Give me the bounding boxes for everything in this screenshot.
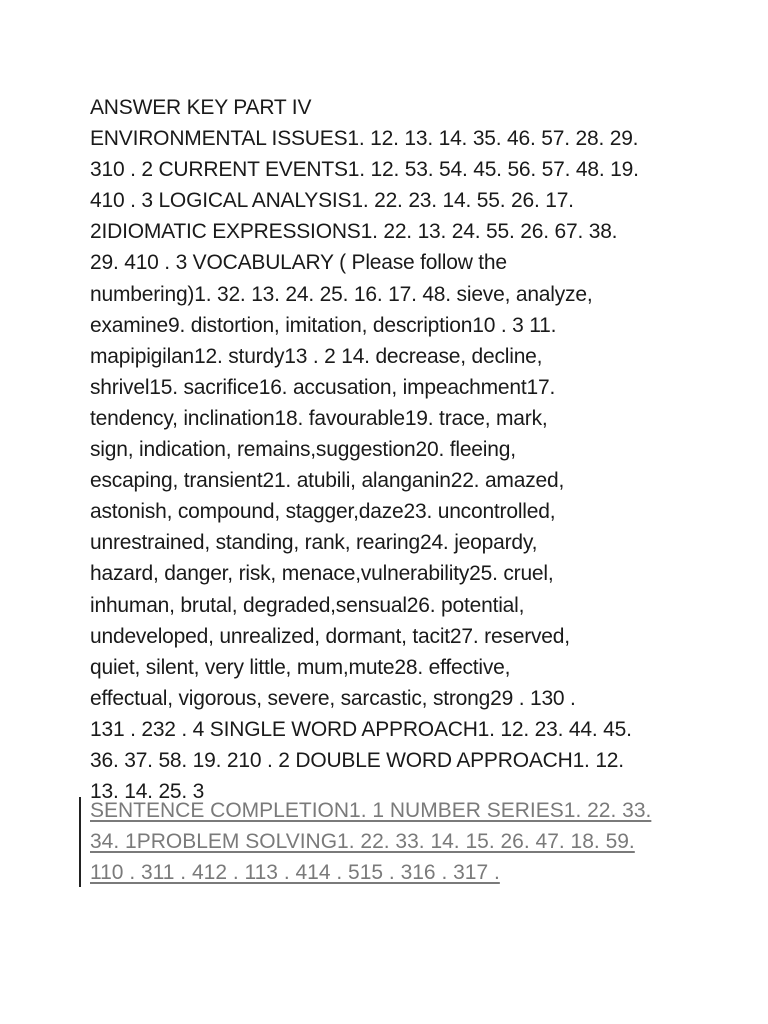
text-line: sign, indication, remains,suggestion20. fleeing,: [90, 438, 516, 462]
changed-text-line: 34. 1PROBLEM SOLVING1. 22. 33. 14. 15. 26. 47. 18. 59.: [90, 830, 635, 854]
text-line: 310 . 2 CURRENT EVENTS1. 12. 53. 54. 45. 56. 57. 48. 19.: [90, 158, 639, 182]
text-line: effectual, vigorous, severe, sarcastic, strong29 . 130 .: [90, 686, 576, 710]
text-line: undeveloped, unrealized, dormant, tacit27. reserved,: [90, 624, 570, 648]
text-line: quiet, silent, very little, mum,mute28. effective,: [90, 655, 511, 679]
text-line: tendency, inclination18. favourable19. trace, mark,: [90, 406, 548, 430]
text-line: ENVIRONMENTAL ISSUES1. 12. 13. 14. 35. 46. 57. 28. 29.: [90, 127, 639, 151]
text-line: mapipigilan12. sturdy13 . 2 14. decrease, decline,: [90, 344, 543, 368]
text-line: astonish, compound, stagger,daze23. uncontrolled,: [90, 500, 556, 524]
text-line: 13. 14. 25. 3: [90, 780, 205, 804]
changed-text-line: 110 . 311 . 412 . 113 . 414 . 515 . 316 . 317 .: [90, 861, 500, 885]
changed-text-line: SENTENCE COMPLETION1. 1 NUMBER SERIES1. 22. 33.: [90, 799, 652, 822]
text-line: 36. 37. 58. 19. 210 . 2 DOUBLE WORD APPROACH1. 12.: [90, 748, 624, 772]
text-line: 131 . 232 . 4 SINGLE WORD APPROACH1. 12. 23. 44. 45.: [90, 717, 632, 741]
text-line: 410 . 3 LOGICAL ANALYSIS1. 22. 23. 14. 55. 26. 17.: [90, 189, 574, 213]
answer-key-text: [90, 92, 690, 807]
text-line: examine9. distortion, imitation, description10 . 3 11.: [90, 313, 557, 337]
text-line: 2IDIOMATIC EXPRESSIONS1. 22. 13. 24. 55. 26. 67. 38.: [90, 220, 618, 244]
text-line: escaping, transient21. atubili, alanganin22. amazed,: [90, 469, 565, 493]
text-line: unrestrained, standing, rank, rearing24. jeopardy,: [90, 531, 538, 555]
text-line: 29. 410 . 3 VOCABULARY ( Please follow the: [90, 251, 507, 275]
text-line: shrivel15. sacrifice16. accusation, impeachment17.: [90, 375, 556, 399]
document-title: ANSWER KEY PART IV: [90, 96, 312, 119]
text-line: inhuman, brutal, degraded,sensual26. potential,: [90, 593, 525, 617]
text-line: hazard, danger, risk, menace,vulnerability25. cruel,: [90, 562, 554, 586]
revision-change-bar: [79, 797, 81, 887]
text-line: numbering)1. 32. 13. 24. 25. 16. 17. 48. sieve, analyze,: [90, 282, 593, 306]
tracked-changes-text: [90, 795, 690, 888]
